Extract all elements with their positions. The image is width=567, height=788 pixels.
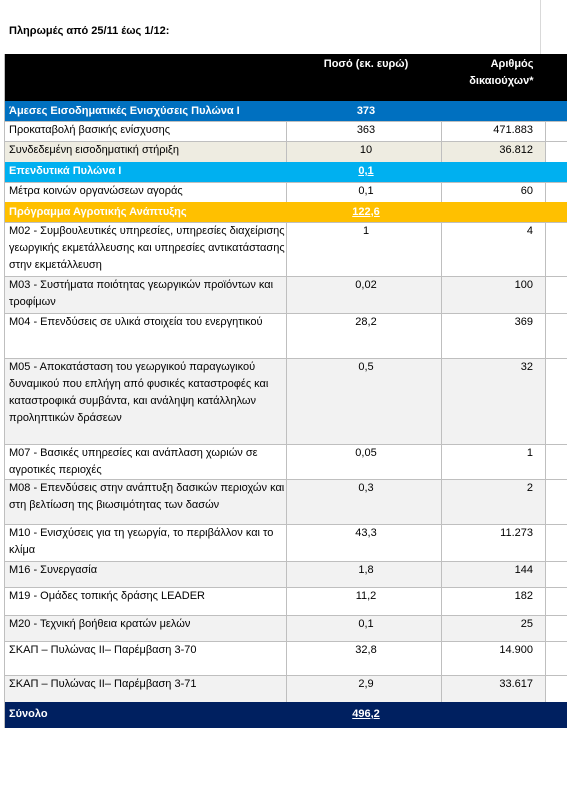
row-beneficiaries-text: 369 bbox=[514, 316, 533, 328]
row-amount bbox=[287, 101, 442, 122]
row-amount-text: 0,1 bbox=[358, 618, 374, 630]
row-label bbox=[5, 314, 287, 359]
row-beneficiaries bbox=[442, 445, 546, 480]
row-spacer bbox=[546, 142, 567, 162]
row-label bbox=[5, 142, 287, 162]
row-beneficiaries-text: 60 bbox=[520, 184, 533, 197]
row-label bbox=[5, 525, 287, 562]
row-amount bbox=[287, 182, 442, 202]
row-amount-text: 0,05 bbox=[355, 447, 377, 459]
header-beneficiaries-line2: δικαιούχων* bbox=[469, 75, 534, 87]
row-spacer bbox=[546, 676, 567, 702]
row-amount bbox=[287, 616, 442, 642]
row-beneficiaries bbox=[442, 480, 546, 525]
row-amount bbox=[287, 277, 442, 314]
header-beneficiaries-line1: Αριθμός bbox=[490, 58, 534, 70]
row-beneficiaries-text: 32 bbox=[520, 361, 533, 373]
row-spacer bbox=[546, 480, 567, 525]
row-spacer bbox=[546, 562, 567, 588]
row-beneficiaries-text: 25 bbox=[520, 618, 533, 630]
row-amount bbox=[287, 314, 442, 359]
row-label bbox=[5, 162, 287, 183]
table-row bbox=[5, 277, 567, 314]
row-label bbox=[5, 277, 287, 314]
row-amount-text: 0,5 bbox=[358, 361, 374, 373]
row-amount bbox=[287, 202, 442, 223]
row-beneficiaries-text: 14.900 bbox=[499, 644, 533, 656]
row-beneficiaries bbox=[442, 142, 546, 162]
row-beneficiaries-text: 11.273 bbox=[500, 527, 533, 539]
table-row bbox=[5, 588, 567, 616]
row-amount bbox=[287, 223, 442, 277]
row-amount-text: 28,2 bbox=[355, 316, 377, 328]
row-amount-text: 122,6 bbox=[352, 205, 380, 218]
row-label bbox=[5, 480, 287, 525]
payments-table-body bbox=[5, 54, 567, 728]
row-label-text: Μ05 - Αποκατάσταση του γεωργικού παραγωγικού δυναμικού που επλήγη από φυσικές καταστροφές και καταστροφικά συμβάντα, και ανάληψη κατάλληλων προληπτικών δράσεων bbox=[9, 361, 269, 424]
section-row bbox=[5, 162, 567, 183]
row-amount bbox=[287, 162, 442, 183]
row-label bbox=[5, 588, 287, 616]
section-row bbox=[5, 101, 567, 122]
row-label-text: Μ08 - Επενδύσεις στην ανάπτυξη δασικών περιοχών και στη βελτίωση της βιωσιμότητας των δασών bbox=[9, 482, 285, 511]
row-amount bbox=[287, 702, 442, 728]
row-label bbox=[5, 101, 287, 122]
row-label-text: Σύνολο bbox=[9, 708, 48, 720]
row-beneficiaries-text: 100 bbox=[514, 279, 533, 291]
row-beneficiaries bbox=[442, 359, 546, 445]
table-row bbox=[5, 642, 567, 676]
row-label bbox=[5, 223, 287, 277]
row-spacer bbox=[546, 162, 567, 183]
row-label bbox=[5, 202, 287, 223]
row-label-text: Μ16 - Συνεργασία bbox=[9, 564, 98, 576]
row-amount-text: 32,8 bbox=[355, 644, 377, 656]
row-spacer bbox=[546, 202, 567, 223]
row-amount-text: 1 bbox=[362, 225, 370, 237]
row-amount-text: 0,02 bbox=[355, 279, 377, 291]
column-divider bbox=[540, 0, 541, 54]
row-amount-text: 373 bbox=[356, 104, 376, 117]
row-beneficiaries bbox=[442, 616, 546, 642]
table-row bbox=[5, 223, 567, 277]
row-amount bbox=[287, 142, 442, 162]
row-amount bbox=[287, 525, 442, 562]
row-label-text: Πρόγραμμα Αγροτικής Ανάπτυξης bbox=[9, 205, 187, 218]
row-beneficiaries bbox=[442, 277, 546, 314]
row-beneficiaries bbox=[442, 702, 546, 728]
row-label-text: Μέτρα κοινών οργανώσεων αγοράς bbox=[9, 184, 183, 197]
row-label-text: ΣΚΑΠ – Πυλώνας ΙΙ– Παρέμβαση 3-70 bbox=[9, 644, 197, 656]
row-beneficiaries-text: 471.883 bbox=[493, 124, 533, 136]
row-spacer bbox=[546, 702, 567, 728]
row-spacer bbox=[546, 101, 567, 122]
row-beneficiaries bbox=[442, 182, 546, 202]
row-beneficiaries bbox=[442, 588, 546, 616]
row-amount bbox=[287, 588, 442, 616]
row-amount-text: 43,3 bbox=[355, 527, 377, 539]
row-spacer bbox=[546, 588, 567, 616]
row-amount-text: 11,2 bbox=[355, 590, 377, 602]
row-label-text: Μ03 - Συστήματα ποιότητας γεωργικών προϊόντων και τροφίμων bbox=[9, 279, 274, 308]
row-amount-text: 2,9 bbox=[358, 678, 374, 690]
row-amount bbox=[287, 445, 442, 480]
row-beneficiaries bbox=[442, 223, 546, 277]
row-label bbox=[5, 122, 287, 142]
table-row bbox=[5, 562, 567, 588]
row-spacer bbox=[546, 182, 567, 202]
row-label bbox=[5, 676, 287, 702]
table-row bbox=[5, 445, 567, 480]
header-amount: Ποσό (εκ. ευρώ) bbox=[287, 54, 442, 101]
row-beneficiaries-text: 36.812 bbox=[499, 144, 533, 156]
row-spacer bbox=[546, 277, 567, 314]
row-amount bbox=[287, 642, 442, 676]
row-beneficiaries-text: 144 bbox=[514, 564, 533, 576]
row-spacer bbox=[546, 359, 567, 445]
row-label bbox=[5, 182, 287, 202]
row-label-text: Μ07 - Βασικές υπηρεσίες και ανάπλαση χωριών σε αγροτικές περιοχές bbox=[9, 447, 258, 476]
table-row bbox=[5, 359, 567, 445]
row-amount bbox=[287, 480, 442, 525]
row-amount bbox=[287, 359, 442, 445]
row-beneficiaries-text: 1 bbox=[526, 447, 533, 459]
row-label-text: Μ02 - Συμβουλευτικές υπηρεσίες, υπηρεσίες διαχείρισης γεωργικής εκμετάλλευσης και υπηρεσίες αντικατάστασης στην εκμετάλλευση bbox=[9, 225, 285, 271]
header-label-cell bbox=[5, 54, 287, 101]
row-label-text: Μ04 - Επενδύσεις σε υλικά στοιχεία του ενεργητικού bbox=[9, 316, 263, 328]
row-amount bbox=[287, 122, 442, 142]
row-amount-text: 496,2 bbox=[352, 708, 380, 720]
row-label-text: Επενδυτικά Πυλώνα Ι bbox=[9, 165, 122, 177]
row-spacer bbox=[546, 223, 567, 277]
row-amount-text: 1,8 bbox=[358, 564, 374, 576]
row-amount-text: 0,3 bbox=[358, 482, 374, 494]
header-row bbox=[5, 54, 567, 101]
row-beneficiaries bbox=[442, 314, 546, 359]
row-beneficiaries bbox=[442, 122, 546, 142]
row-spacer bbox=[546, 445, 567, 480]
row-spacer bbox=[546, 122, 567, 142]
table-row bbox=[5, 676, 567, 702]
table-row bbox=[5, 480, 567, 525]
row-label bbox=[5, 562, 287, 588]
table-row bbox=[5, 525, 567, 562]
row-beneficiaries-text: 33.617 bbox=[499, 678, 533, 690]
row-beneficiaries bbox=[442, 202, 546, 223]
row-beneficiaries bbox=[442, 642, 546, 676]
row-label-text: ΣΚΑΠ – Πυλώνας ΙΙ– Παρέμβαση 3-71 bbox=[9, 678, 197, 690]
header-beneficiaries bbox=[442, 54, 546, 101]
table-caption: Πληρωμές από 25/11 έως 1/12: bbox=[9, 25, 170, 37]
row-label-text: Προκαταβολή βασικής ενίσχυσης bbox=[9, 124, 171, 136]
row-beneficiaries bbox=[442, 101, 546, 122]
row-label-text: Άμεσες Εισοδηματικές Ενισχύσεις Πυλώνα Ι bbox=[9, 104, 240, 117]
payments-table bbox=[4, 54, 567, 728]
row-label-text: Συνδεδεμένη εισοδηματική στήριξη bbox=[9, 144, 179, 156]
row-label bbox=[5, 702, 287, 728]
row-label-text: Μ19 - Ομάδες τοπικής δράσης LEADER bbox=[9, 590, 205, 602]
row-label bbox=[5, 616, 287, 642]
row-amount-text: 0,1 bbox=[358, 165, 374, 177]
row-beneficiaries bbox=[442, 562, 546, 588]
row-label bbox=[5, 642, 287, 676]
row-amount bbox=[287, 562, 442, 588]
row-beneficiaries-text: 182 bbox=[514, 590, 533, 602]
row-label bbox=[5, 359, 287, 445]
row-label bbox=[5, 445, 287, 480]
row-amount-text: 10 bbox=[359, 144, 373, 156]
table-row bbox=[5, 182, 567, 202]
row-amount bbox=[287, 676, 442, 702]
row-amount-text: 363 bbox=[356, 124, 376, 136]
row-beneficiaries-text: 4 bbox=[526, 225, 533, 237]
section-row bbox=[5, 702, 567, 728]
row-spacer bbox=[546, 314, 567, 359]
header-spacer bbox=[546, 54, 567, 101]
row-spacer bbox=[546, 642, 567, 676]
table-row bbox=[5, 122, 567, 142]
row-label-text: Μ20 - Τεχνική βοήθεια κρατών μελών bbox=[9, 618, 191, 630]
row-beneficiaries bbox=[442, 676, 546, 702]
table-row bbox=[5, 314, 567, 359]
row-spacer bbox=[546, 525, 567, 562]
row-beneficiaries bbox=[442, 162, 546, 183]
row-label-text: Μ10 - Ενισχύσεις για τη γεωργία, το περιβάλλον και το κλίμα bbox=[9, 527, 274, 556]
row-amount-text: 0,1 bbox=[358, 184, 374, 197]
table-row bbox=[5, 142, 567, 162]
row-spacer bbox=[546, 616, 567, 642]
row-beneficiaries-text: 2 bbox=[526, 482, 533, 494]
row-beneficiaries bbox=[442, 525, 546, 562]
section-row bbox=[5, 202, 567, 223]
table-row bbox=[5, 616, 567, 642]
